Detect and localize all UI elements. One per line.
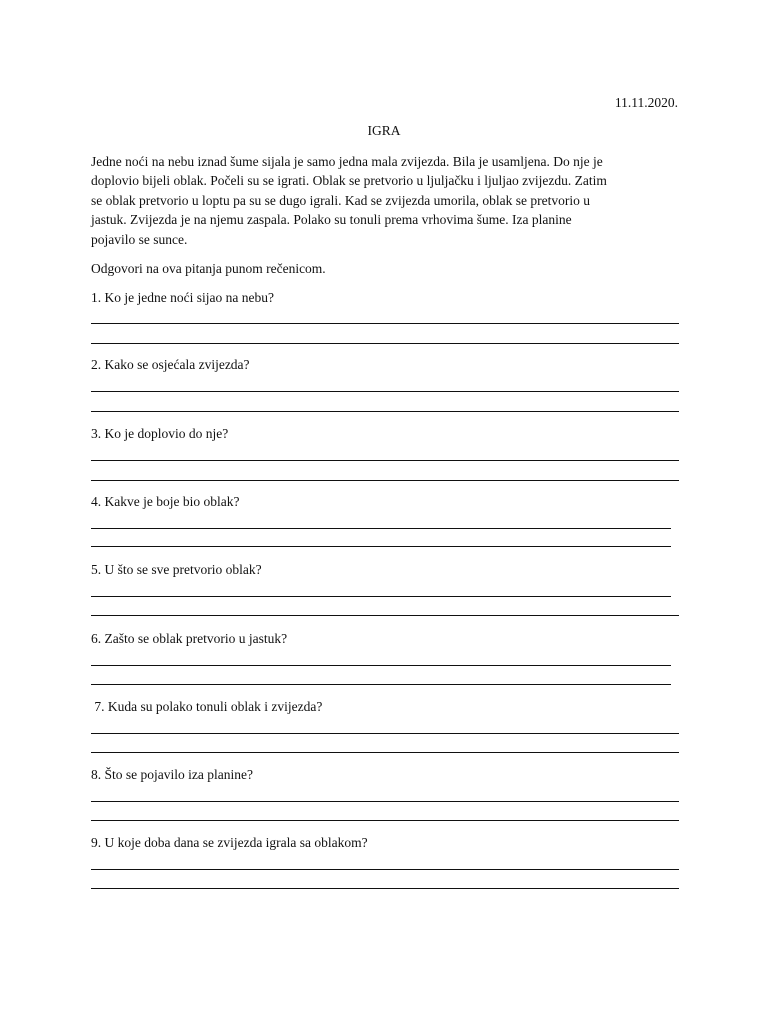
answer-line[interactable]	[91, 546, 671, 547]
answer-line[interactable]	[91, 801, 679, 802]
answer-line[interactable]	[91, 888, 679, 889]
answer-line[interactable]	[91, 752, 679, 753]
answer-line[interactable]	[91, 480, 679, 481]
answer-line[interactable]	[91, 820, 679, 821]
question-text: 3. Ko je doplovio do nje?	[91, 426, 229, 441]
answer-line[interactable]	[91, 343, 679, 344]
question-5	[91, 562, 681, 578]
question-text: 5. U što se sve pretvorio oblak?	[91, 562, 262, 577]
question-2	[91, 357, 681, 373]
answer-line[interactable]	[91, 528, 671, 529]
question-1	[91, 290, 681, 306]
story-line: Jedne noći na nebu iznad šume sijala je samo jedna mala zvijezda. Bila je usamljena. Do nje je	[91, 154, 603, 169]
question-7	[91, 699, 681, 715]
question-text: 4. Kakve je boje bio oblak?	[91, 494, 240, 509]
question-8	[91, 767, 681, 783]
answer-line[interactable]	[91, 869, 679, 870]
question-text: 7. Kuda su polako tonuli oblak i zvijezda?	[91, 699, 323, 714]
story-line: jastuk. Zvijezda je na njemu zaspala. Polako su tonuli prema vrhovima šume. Iza planine	[91, 212, 572, 228]
question-text: 8. Što se pojavilo iza planine?	[91, 767, 253, 782]
question-3	[91, 426, 681, 442]
question-text: 1. Ko je jedne noći sijao na nebu?	[91, 290, 274, 305]
story-line: doplovio bijeli oblak. Počeli su se igrati. Oblak se pretvorio u ljuljačku i ljuljao zvijezdu. Zatim	[91, 173, 607, 189]
date: 11.11.2020.	[614, 95, 678, 110]
answer-line[interactable]	[91, 684, 671, 685]
answer-line[interactable]	[91, 460, 679, 461]
question-9	[91, 835, 681, 851]
answer-line[interactable]	[91, 596, 671, 597]
answer-line[interactable]	[91, 615, 679, 616]
answer-line[interactable]	[91, 665, 671, 666]
question-text: 9. U koje doba dana se zvijezda igrala sa oblakom?	[91, 835, 368, 850]
story-line: pojavilo se sunce.	[91, 231, 188, 247]
answer-line[interactable]	[91, 411, 679, 412]
answer-line[interactable]	[91, 733, 679, 734]
question-text: 6. Zašto se oblak pretvorio u jastuk?	[91, 631, 288, 646]
question-4	[91, 494, 681, 510]
page-title: IGRA	[367, 123, 401, 138]
question-text: 2. Kako se osjećala zvijezda?	[91, 357, 250, 372]
answer-line[interactable]	[91, 391, 679, 392]
story-line: se oblak pretvorio u loptu pa su se dugo igrali. Kad se zvijezda umorila, oblak se pretvorio u	[91, 192, 590, 208]
answer-line[interactable]	[91, 323, 679, 324]
instruction: Odgovori na ova pitanja punom rečenicom.	[91, 261, 326, 276]
question-6	[91, 631, 681, 647]
